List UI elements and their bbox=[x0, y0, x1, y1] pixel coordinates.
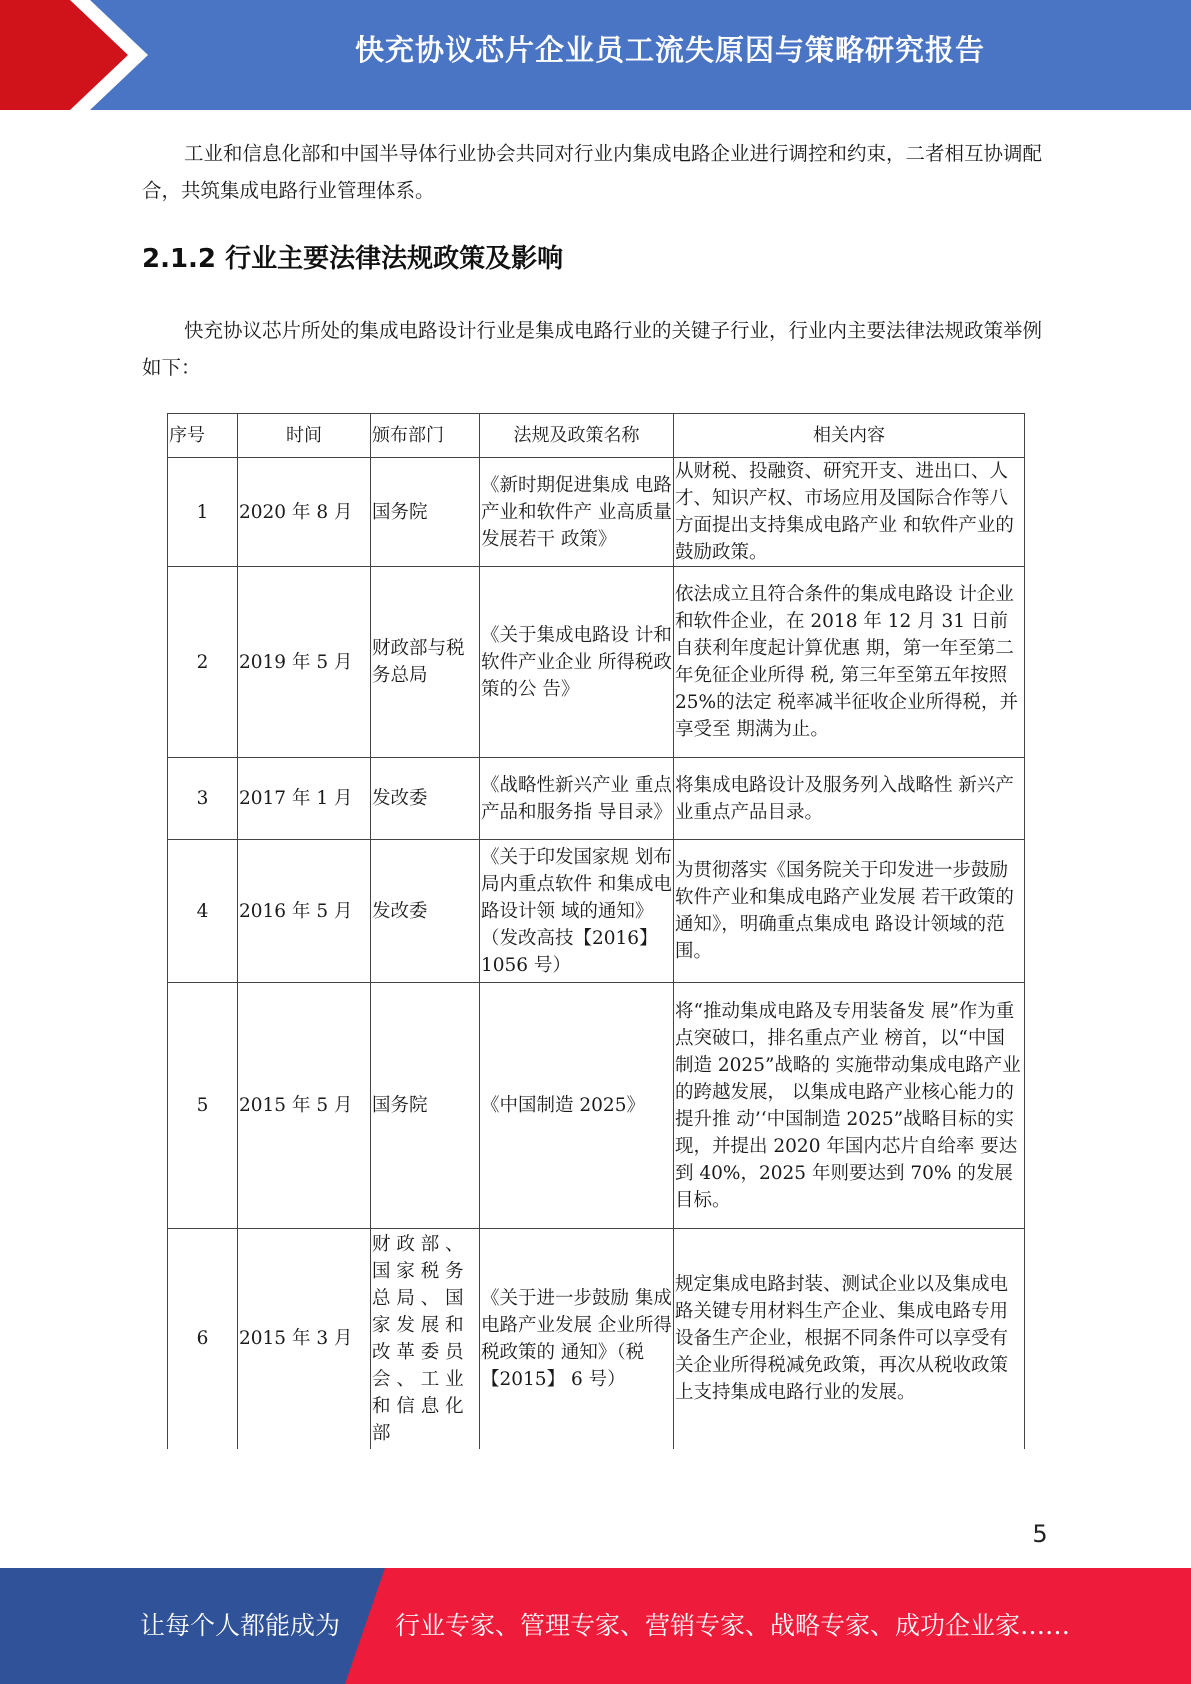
cell-no: 4 bbox=[168, 840, 238, 983]
page-number: 5 bbox=[1032, 1520, 1048, 1548]
cell-no: 6 bbox=[168, 1229, 238, 1449]
cell-dept: 发改委 bbox=[371, 840, 480, 983]
cell-dept: 国务院 bbox=[371, 983, 480, 1229]
cell-content: 从财税、投融资、研究开支、进出口、人才、知识产权、市场应用及国际合作等八方面提出支持集成电路产业 和软件产业的鼓励政策。 bbox=[674, 458, 1025, 567]
cell-content: 依法成立且符合条件的集成电路设 计企业和软件企业，在 2018 年 12 月 31 日前自获利年度起计算优惠 期，第一年至第二年免征企业所得 税, 第三年至第五年按照 25%的法定 税率减半征收企业所得税，并享受至 期满为止。 bbox=[674, 567, 1025, 758]
cell-name: 《关于进一步鼓励 集成电路产业发展 企业所得税政策的 通知》（税【2015】 6 号） bbox=[480, 1229, 674, 1449]
section-heading: 2.1.2 行业主要法律法规政策及影响 bbox=[142, 244, 564, 274]
table-row bbox=[168, 840, 1025, 983]
cell-date: 2017 年 1 月 bbox=[238, 758, 371, 840]
report-title: 快充协议芯片企业员工流失原因与策略研究报告 bbox=[354, 33, 985, 67]
cell-date: 2016 年 5 月 bbox=[238, 840, 371, 983]
intro-paragraph: 工业和信息化部和中国半导体行业协会共同对行业内集成电路企业进行调控和约束，二者相互协调配合，共筑集成电路行业管理体系。 bbox=[142, 142, 1043, 202]
cell-dept: 财 政 部 、 国 家 税 务 总 局 、 国 家 发 展 和 改 革 委 员 会 、 工 业 和 信 息 化 部 bbox=[371, 1229, 480, 1449]
page-footer bbox=[0, 1568, 1191, 1684]
cell-content: 规定集成电路封装、测试企业以及集成电路关键专用材料生产企业、集成电路专用设备生产企业，根据不同条件可以享受有关企业所得税减免政策，再次从税收政策上支持集成电路行业的发展。 bbox=[674, 1229, 1025, 1449]
table-row bbox=[168, 458, 1025, 567]
header-name: 法规及政策名称 bbox=[480, 414, 674, 458]
footer-slogan-right: 行业专家、管理专家、营销专家、战略专家、成功企业家…… bbox=[395, 1611, 1071, 1640]
regulations-table bbox=[167, 413, 1025, 1449]
cell-dept: 财政部与税务总局 bbox=[371, 567, 480, 758]
cell-no: 3 bbox=[168, 758, 238, 840]
cell-dept: 国务院 bbox=[371, 458, 480, 567]
cell-date: 2015 年 3 月 bbox=[238, 1229, 371, 1449]
table-row bbox=[168, 983, 1025, 1229]
cell-no: 2 bbox=[168, 567, 238, 758]
cell-dept: 发改委 bbox=[371, 758, 480, 840]
cell-no: 1 bbox=[168, 458, 238, 567]
cell-date: 2015 年 5 月 bbox=[238, 983, 371, 1229]
cell-content: 将“推动集成电路及专用装备发 展”作为重点突破口，排名重点产业 榜首，以“中国制造 2025”战略的 实施带动集成电路产业的跨越发展， 以集成电路产业核心能力的提升推 动’‘中国制造 2025”战略目标的实 现，并提出 2020 年国内芯片自给率 要达到 40%，2025 年则要达到 70% 的发展目标。 bbox=[674, 983, 1025, 1229]
cell-name: 《中国制造 2025》 bbox=[480, 983, 674, 1229]
cell-no: 5 bbox=[168, 983, 238, 1229]
table-header-row bbox=[168, 414, 1025, 458]
page-header bbox=[0, 0, 1191, 110]
cell-content: 将集成电路设计及服务列入战略性 新兴产业重点产品目录。 bbox=[674, 758, 1025, 840]
cell-name: 《战略性新兴产业 重点产品和服务指 导目录》 bbox=[480, 758, 674, 840]
cell-name: 《关于集成电路设 计和软件产业企业 所得税政策的公 告》 bbox=[480, 567, 674, 758]
header-dept: 颁布部门 bbox=[371, 414, 480, 458]
lead-paragraph: 快充协议芯片所处的集成电路设计行业是集成电路行业的关键子行业，行业内主要法律法规政策举例如下： bbox=[142, 319, 1043, 379]
header-date: 时间 bbox=[238, 414, 371, 458]
cell-name: 《新时期促进集成 电路产业和软件产 业高质量发展若干 政策》 bbox=[480, 458, 674, 567]
table-row bbox=[168, 567, 1025, 758]
header-no: 序号 bbox=[168, 414, 238, 458]
footer-slogan-left: 让每个人都能成为 bbox=[139, 1611, 340, 1640]
table-row bbox=[168, 1229, 1025, 1449]
cell-date: 2020 年 8 月 bbox=[238, 458, 371, 567]
table-row bbox=[168, 758, 1025, 840]
cell-content: 为贯彻落实《国务院关于印发进一步鼓励软件产业和集成电路产业发展 若干政策的通知》，明确重点集成电 路设计领域的范围。 bbox=[674, 840, 1025, 983]
cell-name: 《关于印发国家规 划布局内重点软件 和集成电路设计领 域的通知》（发改高技【2016】1056 号） bbox=[480, 840, 674, 983]
header-content: 相关内容 bbox=[674, 414, 1025, 458]
cell-date: 2019 年 5 月 bbox=[238, 567, 371, 758]
